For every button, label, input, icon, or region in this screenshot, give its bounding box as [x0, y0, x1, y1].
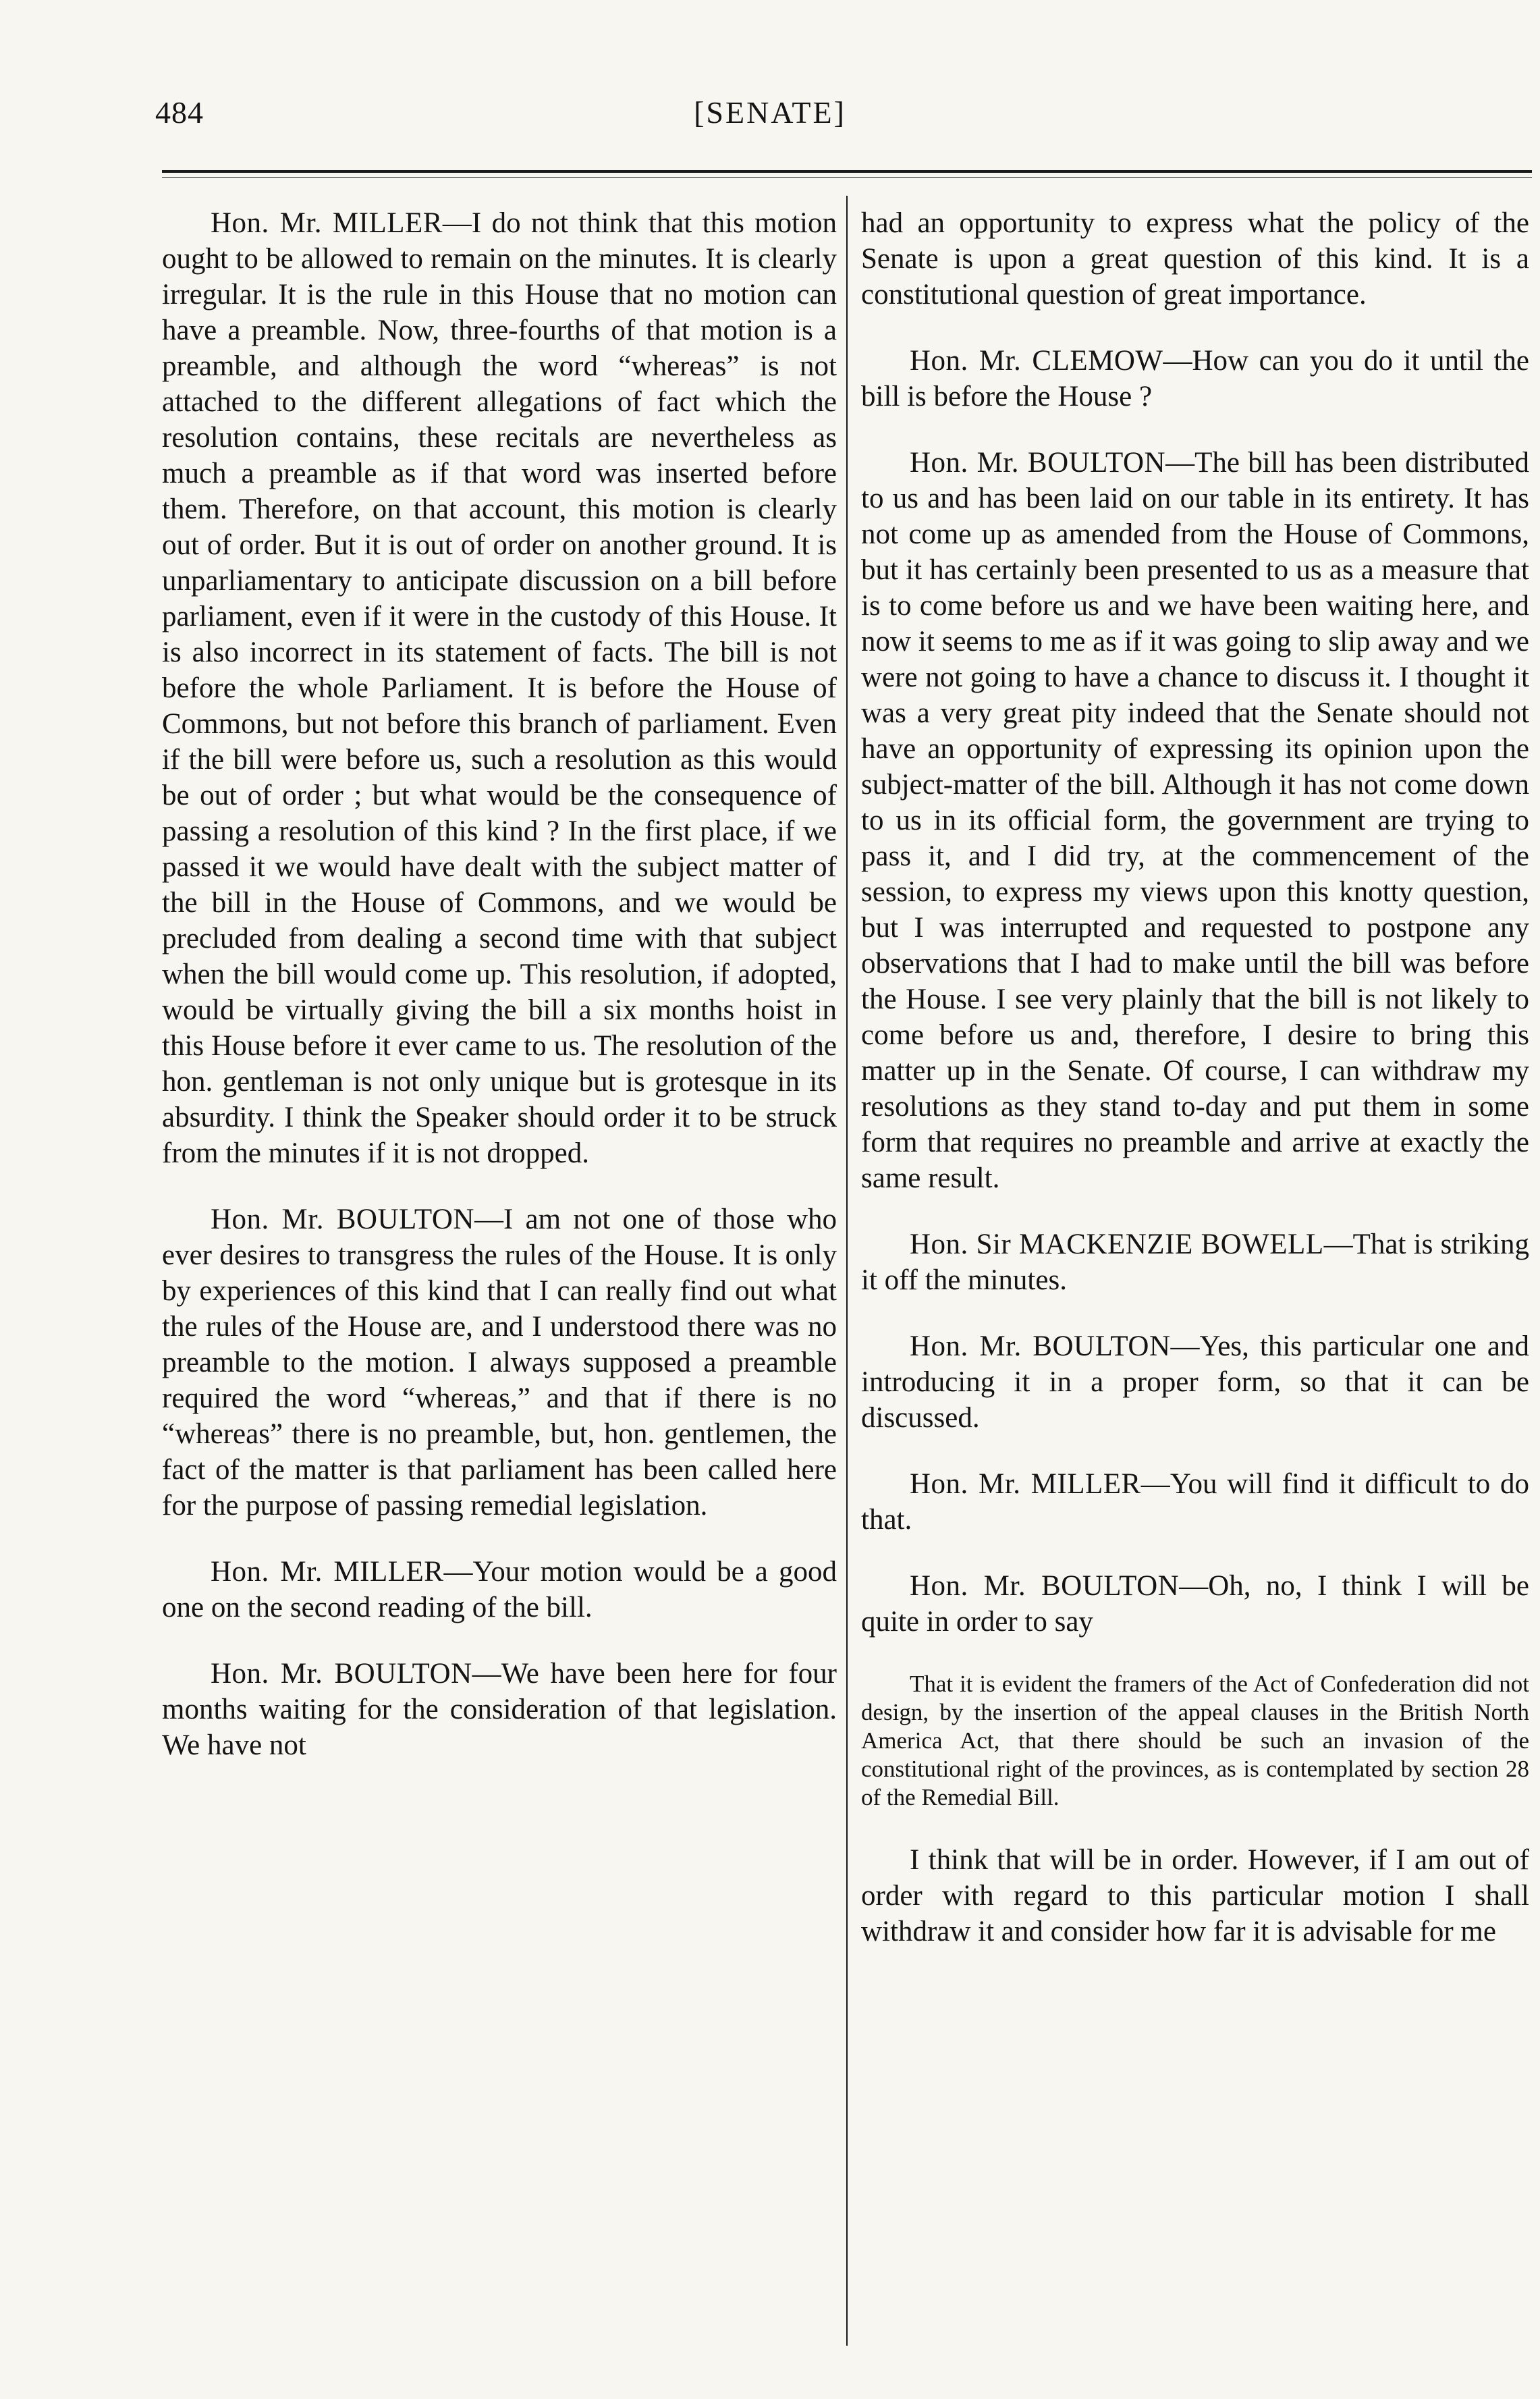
speech-text: How can you do it until the bill is before the House ? — [861, 345, 1529, 412]
speech-paragraph: Hon. Mr. MILLER—You will find it difficult to do that. — [861, 1468, 1529, 1536]
right-column — [861, 205, 1529, 1980]
speech-paragraph: Hon. Mr. BOULTON—Oh, no, I think I will be quite in order to say — [861, 1570, 1529, 1638]
speaker-name: Hon. Mr. BOULTON — [211, 1658, 472, 1690]
speech-paragraph: Hon. Mr. BOULTON—I am not one of those who ever desires to transgress the rules of the House. It is only by experiences of this kind that I can really find out what the rules of the House are, and I understood there was no preamble to the motion. I always supposed a preamble required the word “whereas,” and that if there is no “whereas” there is no preamble, but, hon. gentlemen, the fact of the matter is that parliament has been called here for the purpose of passing remedial legislation. — [162, 1204, 837, 1521]
running-head: [SENATE] — [694, 95, 846, 130]
speech-paragraph: Hon. Mr. BOULTON—The bill has been distributed to us and has been laid on our table in its entirety. It has not come up as amended from the House of Commons, but it has certainly been presented to us as a measure that is to come before us and we have been waiting here, and now it seems to me as if it was going to slip away and we were not going to have a chance to discuss it. I thought it was a very great pity indeed that the Senate should not have an opportunity of expressing its opinion upon the subject-matter of the bill. Although it has not come down to us in its official form, the government are trying to pass it, and I did try, at the commencement of the session, to express my views upon this knotty question, but I was interrupted and requested to postpone any observations that I had to make until the bill was before the House. I see very plainly that the bill is not likely to come before us and, therefore, I desire to bring this matter up in the Senate. Of course, I can withdraw my resolutions as they stand to-day and put them in some form that requires no preamble and arrive at exactly the same result. — [861, 447, 1530, 1194]
quoted-resolution: That it is evident the framers of the Act of Confederation did not design, by the insertion of the appeal clauses in the British North America Act, that there should be such an invasion of the constitutional right of the provinces, as is contemplated by section 28 of the Remedial Bill. — [861, 1671, 1529, 1810]
speaker-name: Hon. Mr. MILLER — [910, 1468, 1141, 1500]
speaker-name: Hon. Mr. MILLER — [211, 207, 443, 239]
speech-text: I do not think that this motion ought to be allowed to remain on the minutes. It is clearly irregular. It is the rule in this House that no motion can have a preamble. Now, three-fourths of that motion is a preamble, and although the word “whereas” is not attached to the different allegations of fact which the resolution contains, these recitals are nevertheless as much a preamble as if that word was inserted before them. Therefore, on that account, this motion is clearly out of order. But it is out of order on another ground. It is unparliamentary to anticipate discussion on a bill before parliament, even if it were in the custody of this House. It is also incorrect in its statement of facts. The bill is not before the whole Parliament. It is before the House of Commons, but not before this branch of parliament. Even if the bill were before us, such a resolution as this would be out of order ; but what would be the consequence of passing a resolution of this kind ? In the first place, if we passed it we would have dealt with the subject matter of the bill in the House of Commons, and we would be precluded from dealing a second time with that subject when the bill would come up. This resolution, if adopted, would be virtually giving the bill a six months hoist in this House before it ever came to us. The resolution of the hon. gentleman is not only unique but is grotesque in its absurdity. I think the Speaker should order it to be struck from the minutes if it is not dropped. — [162, 207, 837, 1169]
speech-text: Your motion would be a good one on the second reading of the bill. — [162, 1556, 837, 1623]
speech-text: I am not one of those who ever desires to transgress the rules of the House. It is only by experiences of this kind that I can really find out what the rules of the House are, and I understood there was no preamble to the motion. I always supposed a preamble required the word “whereas,” and that if there is no “whereas” there is no preamble, but, hon. gentlemen, the fact of the matter is that parliament has been called here for the purpose of passing remedial legislation. — [162, 1204, 837, 1521]
speech-text: You will find it difficult to do that. — [861, 1468, 1529, 1536]
speaker-name: Hon. Mr. BOULTON — [910, 447, 1166, 479]
speaker-name: Hon. Sir MACKENZIE BOWELL — [910, 1229, 1324, 1260]
speaker-name: Hon. Mr. BOULTON — [910, 1570, 1180, 1602]
speech-text: Yes, this particular one and introducing it in a proper form, so that it can be discussed. — [861, 1330, 1530, 1434]
continued-paragraph: had an opportunity to express what the policy of the Senate is upon a great question of this kind. It is a constitutional question of great importance. — [861, 207, 1529, 311]
speech-paragraph: Hon. Mr. MILLER—I do not think that this motion ought to be allowed to remain on the minutes. It is clearly irregular. It is the rule in this House that no motion can have a preamble. Now, three-fourths of that motion is a preamble, and although the word “whereas” is not attached to the different allegations of fact which the resolution contains, these recitals are nevertheless as much a preamble as if that word was inserted before them. Therefore, on that account, this motion is clearly out of order. But it is out of order on another ground. It is unparliamentary to anticipate discussion on a bill before parliament, even if it were in the custody of this House. It is also incorrect in its statement of facts. The bill is not before the whole Parliament. It is before the House of Commons, but not before this branch of parliament. Even if the bill were before us, such a resolution as this would be out of order ; but what would be the consequence of passing a resolution of this kind ? In the first place, if we passed it we would have dealt with the subject matter of the bill in the House of Commons, and we would be precluded from dealing a second time with that subject when the bill would come up. This resolution, if adopted, would be virtually giving the bill a six months hoist in this House before it ever came to us. The resolution of the hon. gentleman is not only unique but is grotesque in its absurdity. I think the Speaker should order it to be struck from the minutes if it is not dropped. — [162, 207, 837, 1169]
column-divider — [846, 196, 848, 2346]
speaker-name: Hon. Mr. MILLER — [211, 1556, 444, 1588]
speech-text: The bill has been distributed to us and has been laid on our table in its entirety. It has not come up as amended from the House of Commons, but it has certainly been presented to us as a measure that is to come before us and we have been waiting here, and now it seems to me as if it was going to slip away and we were not going to have a chance to discuss it. I thought it was a very great pity indeed that the Senate should not have an opportunity of expressing its opinion upon the subject-matter of the bill. Although it has not come down to us in its official form, the government are trying to pass it, and I did try, at the commencement of the session, to express my views upon this knotty question, but I was interrupted and requested to postpone any observations that I had to make until the bill was before the House. I see very plainly that the bill is not likely to come before us and, therefore, I desire to bring this matter up in the Senate. Of course, I can withdraw my resolutions as they stand to-day and put them in some form that requires no preamble and arrive at exactly the same result. — [861, 447, 1530, 1194]
left-column — [162, 205, 837, 1794]
header-rule — [162, 170, 1532, 173]
speaker-name: Hon. Mr. BOULTON — [211, 1204, 474, 1235]
speech-paragraph: Hon. Mr. BOULTON—We have been here for four months waiting for the consideration of that legislation. We have not — [162, 1658, 837, 1761]
speaker-name: Hon. Mr. BOULTON — [910, 1330, 1171, 1362]
header-rule-thin — [162, 177, 1532, 178]
speech-paragraph: Hon. Sir MACKENZIE BOWELL—That is striking it off the minutes. — [861, 1229, 1529, 1296]
speech-text: We have been here for four months waiting for the consideration of that legislation. We have not — [162, 1658, 837, 1761]
speech-paragraph: Hon. Mr. MILLER—Your motion would be a good one on the second reading of the bill. — [162, 1556, 837, 1623]
speech-text: Oh, no, I think I will be quite in order to say — [861, 1570, 1529, 1638]
page-number: 484 — [155, 95, 204, 130]
speech-paragraph: Hon. Mr. CLEMOW—How can you do it until the bill is before the House ? — [861, 345, 1529, 412]
speech-text: That is striking it off the minutes. — [861, 1229, 1529, 1296]
closing-paragraph: I think that will be in order. However, if I am out of order with regard to this particular motion I shall withdraw it and consider how far it is advisable for me — [861, 1844, 1529, 1947]
speech-paragraph: Hon. Mr. BOULTON—Yes, this particular one and introducing it in a proper form, so that it can be discussed. — [861, 1330, 1530, 1434]
speaker-name: Hon. Mr. CLEMOW — [910, 345, 1163, 377]
